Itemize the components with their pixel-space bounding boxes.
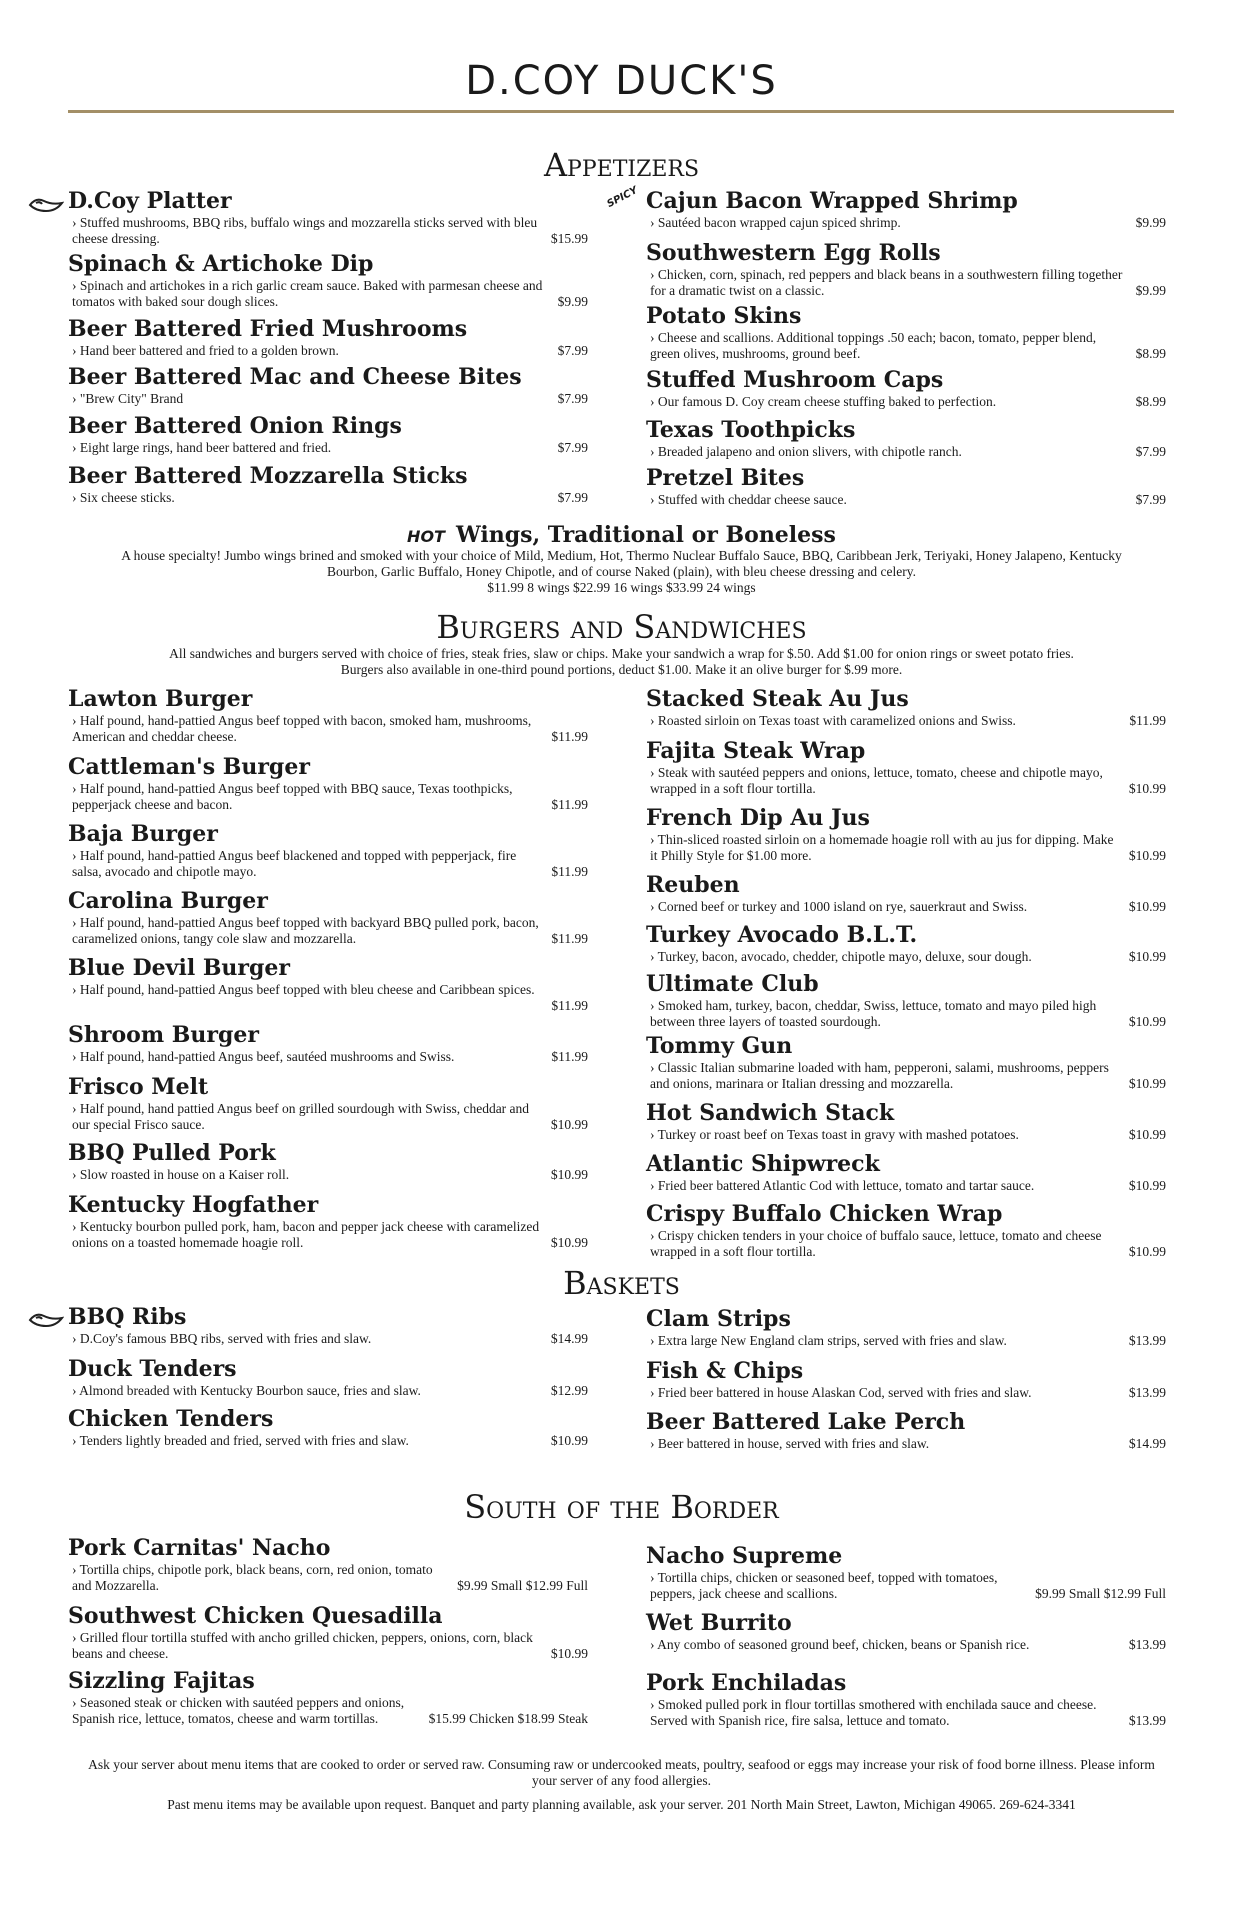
item-name: Beer Battered Onion Rings bbox=[68, 413, 402, 439]
item-price: $11.99 bbox=[551, 729, 588, 744]
menu-item bbox=[68, 1667, 588, 1731]
item-price: $7.99 bbox=[557, 440, 588, 455]
item-price: $14.99 bbox=[1128, 1436, 1166, 1451]
item-description: $9.99 Small $12.99 Full › Tortilla chips, chicken or seasoned beef, topped with tomatoes, peppers, jack cheese and scallions. bbox=[650, 1570, 1166, 1601]
item-description: $13.99 › Fried beer battered in house Alaskan Cod, served with fries and slaw. bbox=[650, 1385, 1166, 1400]
item-price: $12.99 bbox=[550, 1383, 588, 1398]
south-right-column bbox=[646, 1542, 1166, 1731]
baskets-heading: Baskets bbox=[563, 1264, 680, 1302]
duck-icon bbox=[28, 1310, 64, 1330]
item-description: $11.99 › Half pound, hand-pattied Angus beef topped with bleu cheese and Caribbean spices. bbox=[72, 982, 588, 1013]
menu-item bbox=[68, 954, 588, 1021]
wings-title-row bbox=[0, 521, 1243, 549]
item-description: $7.99 › Stuffed with cheddar cheese sauce. bbox=[650, 492, 1166, 507]
item-description: $7.99 › "Brew City" Brand bbox=[72, 391, 588, 406]
item-name: Blue Devil Burger bbox=[68, 955, 290, 981]
menu-item bbox=[646, 804, 1166, 871]
menu-item bbox=[68, 753, 588, 820]
menu-item bbox=[68, 1405, 588, 1455]
item-name: Hot Sandwich Stack bbox=[646, 1100, 895, 1126]
item-name: Shroom Burger bbox=[68, 1022, 259, 1048]
menu-item bbox=[68, 1355, 588, 1405]
item-description: $11.99 › Half pound, hand-pattied Angus beef topped with BBQ sauce, Texas toothpicks, pepperjack cheese and bacon. bbox=[72, 781, 588, 812]
item-name: Duck Tenders bbox=[68, 1356, 237, 1382]
menu-item bbox=[646, 1408, 1166, 1458]
menu-item bbox=[68, 820, 588, 887]
item-description: $15.99 Chicken $18.99 Steak › Seasoned steak or chicken with sautéed peppers and onions, Spanish rice, lettuce, tomatos, cheese and warm tortillas. bbox=[72, 1695, 588, 1726]
item-name: Fish & Chips bbox=[646, 1358, 804, 1384]
menu-item bbox=[646, 302, 1166, 366]
item-description: $10.99 › Turkey or roast beef on Texas toast in gravy with mashed potatoes. bbox=[650, 1127, 1166, 1142]
item-price: $10.99 bbox=[550, 1433, 588, 1448]
south-heading: South of the Border bbox=[464, 1488, 779, 1526]
item-name: Reuben bbox=[646, 872, 740, 898]
duck-icon bbox=[28, 195, 64, 215]
item-description: $11.99 › Half pound, hand-pattied Angus beef blackened and topped with pepperjack, fire salsa, avocado and chipotle mayo. bbox=[72, 848, 588, 879]
item-name: D.Coy Platter bbox=[68, 188, 232, 214]
menu-item bbox=[68, 363, 588, 412]
item-price: $10.99 bbox=[550, 1235, 588, 1250]
item-price: $11.99 bbox=[551, 1049, 588, 1064]
item-price: $7.99 bbox=[557, 343, 588, 358]
item-description: $11.99 › Half pound, hand-pattied Angus beef, sautéed mushrooms and Swiss. bbox=[72, 1049, 588, 1064]
menu-item bbox=[68, 315, 588, 363]
item-price: $10.99 bbox=[1128, 1014, 1166, 1029]
item-name: BBQ Pulled Pork bbox=[68, 1140, 276, 1166]
item-name: Atlantic Shipwreck bbox=[646, 1151, 880, 1177]
menu-item bbox=[646, 239, 1166, 302]
item-price: $8.99 bbox=[1135, 394, 1166, 409]
item-description: $11.99 › Half pound, hand-pattied Angus beef topped with backyard BBQ pulled pork, bacon, caramelized onions, tangy cole slaw and mozzarella. bbox=[72, 915, 588, 946]
item-name: Cajun Bacon Wrapped Shrimp bbox=[646, 188, 1018, 214]
footer-info: Past menu items may be available upon request. Banquet and party planning available, ask your server. 201 North Main Street, Lawton, Michigan 49065. 269-624-3341 bbox=[167, 1797, 1076, 1812]
item-price: $14.99 bbox=[550, 1331, 588, 1346]
menu-item bbox=[68, 1602, 588, 1667]
menu-item bbox=[68, 887, 588, 954]
menu-item bbox=[646, 921, 1166, 970]
item-name: Frisco Melt bbox=[68, 1074, 209, 1100]
item-price: $11.99 bbox=[1129, 713, 1166, 728]
item-name: BBQ Ribs bbox=[68, 1304, 187, 1330]
item-description: $11.99 › Roasted sirloin on Texas toast with caramelized onions and Swiss. bbox=[650, 713, 1166, 728]
menu-item bbox=[68, 1303, 588, 1355]
item-price: $10.99 bbox=[550, 1646, 588, 1661]
item-name: Ultimate Club bbox=[646, 971, 819, 997]
item-description: $10.99 › Kentucky bourbon pulled pork, ham, bacon and pepper jack cheese with caramelized onions on a toasted homemade hoagie roll. bbox=[72, 1219, 588, 1250]
item-description: $10.99 › Tenders lightly breaded and fried, served with fries and slaw. bbox=[72, 1433, 588, 1448]
item-name: French Dip Au Jus bbox=[646, 805, 870, 831]
item-name: Lawton Burger bbox=[68, 686, 253, 712]
item-name: Chicken Tenders bbox=[68, 1406, 274, 1432]
item-description: $10.99 › Half pound, hand pattied Angus beef on grilled sourdough with Swiss, cheddar and our special Frisco sauce. bbox=[72, 1101, 588, 1132]
item-price: $10.99 bbox=[1128, 1244, 1166, 1259]
item-description: $8.99 › Our famous D. Coy cream cheese stuffing baked to perfection. bbox=[650, 394, 1166, 409]
burgers-right-column bbox=[646, 685, 1166, 1262]
menu-item bbox=[646, 970, 1166, 1032]
item-name: Fajita Steak Wrap bbox=[646, 738, 866, 764]
menu-item bbox=[68, 412, 588, 462]
restaurant-title: D.COY DUCK'S bbox=[465, 58, 778, 104]
item-description: $13.99 › Smoked pulled pork in flour tortillas smothered with enchilada sauce and cheese. Served with Spanish rice, fire salsa, lettuce and tomato. bbox=[650, 1697, 1166, 1728]
item-description: $13.99 › Any combo of seasoned ground beef, chicken, beans or Spanish rice. bbox=[650, 1637, 1166, 1652]
item-price: $15.99 Chicken $18.99 Steak bbox=[428, 1711, 588, 1726]
item-description: $10.99 › Classic Italian submarine loaded with ham, pepperoni, salami, mushrooms, peppers and onions, marinara or Italian dressing and mozzarella. bbox=[650, 1060, 1166, 1091]
item-description: $10.99 › Slow roasted in house on a Kaiser roll. bbox=[72, 1167, 588, 1182]
item-description: $10.99 › Turkey, bacon, avocado, chedder, chipotle mayo, deluxe, sour dough. bbox=[650, 949, 1166, 964]
item-description: $8.99 › Cheese and scallions. Additional toppings .50 each; bacon, tomato, pepper blend, green olives, mushrooms, ground beef. bbox=[650, 330, 1166, 361]
item-description: $10.99 › Steak with sautéed peppers and onions, lettuce, tomato, cheese and chipotle mayo, wrapped in a soft flour tortilla. bbox=[650, 765, 1166, 796]
item-price: $9.99 bbox=[1135, 283, 1166, 298]
item-price: $7.99 bbox=[1135, 492, 1166, 507]
item-price: $8.99 bbox=[1135, 346, 1166, 361]
menu-item bbox=[646, 1200, 1166, 1262]
item-price: $11.99 bbox=[551, 998, 588, 1013]
hot-tag: HOT bbox=[407, 527, 445, 546]
burgers-heading: Burgers and Sandwiches bbox=[436, 608, 807, 646]
baskets-left-column bbox=[68, 1303, 588, 1455]
menu-item bbox=[68, 250, 588, 315]
item-description: $10.99 › Corned beef or turkey and 1000 island on rye, sauerkraut and Swiss. bbox=[650, 899, 1166, 914]
item-description: $10.99 › Smoked ham, turkey, bacon, cheddar, Swiss, lettuce, tomato and mayo piled high between three layers of toasted sourdough. bbox=[650, 998, 1166, 1029]
item-price: $11.99 bbox=[551, 931, 588, 946]
menu-item bbox=[646, 1609, 1166, 1669]
item-name: Beer Battered Mozzarella Sticks bbox=[68, 463, 468, 489]
item-description: $9.99 › Spinach and artichokes in a rich garlic cream sauce. Baked with parmesan cheese and tomatos with baked sour dough slices. bbox=[72, 278, 588, 309]
menu-item bbox=[646, 1032, 1166, 1099]
item-price: $10.99 bbox=[550, 1117, 588, 1132]
appetizers-right-column bbox=[646, 187, 1166, 512]
title-divider bbox=[68, 110, 1174, 113]
menu-item bbox=[68, 462, 588, 510]
item-name: Tommy Gun bbox=[646, 1033, 793, 1059]
item-description: $15.99 › Stuffed mushrooms, BBQ ribs, buffalo wings and mozzarella sticks served with bleu cheese dressing. bbox=[72, 215, 588, 246]
item-name: Texas Toothpicks bbox=[646, 417, 856, 443]
item-description: $7.99 › Hand beer battered and fried to a golden brown. bbox=[72, 343, 588, 358]
appetizers-heading: Appetizers bbox=[543, 146, 700, 184]
item-price: $13.99 bbox=[1128, 1713, 1166, 1728]
menu-item bbox=[646, 366, 1166, 416]
item-description: $9.99 › Sautéed bacon wrapped cajun spiced shrimp. bbox=[650, 215, 1166, 230]
menu-item bbox=[646, 1150, 1166, 1200]
item-name: Pork Enchiladas bbox=[646, 1670, 847, 1696]
item-price: $9.99 bbox=[1135, 215, 1166, 230]
item-name: Pork Carnitas' Nacho bbox=[68, 1535, 331, 1561]
item-price: $15.99 bbox=[550, 231, 588, 246]
item-price: $10.99 bbox=[1128, 1127, 1166, 1142]
item-name: Spinach & Artichoke Dip bbox=[68, 251, 374, 277]
item-description: $10.99 › Fried beer battered Atlantic Cod with lettuce, tomato and tartar sauce. bbox=[650, 1178, 1166, 1193]
item-description: $7.99 › Breaded jalapeno and onion slivers, with chipotle ranch. bbox=[650, 444, 1166, 459]
item-price: $13.99 bbox=[1128, 1333, 1166, 1348]
item-description: $12.99 › Almond breaded with Kentucky Bourbon sauce, fries and slaw. bbox=[72, 1383, 588, 1398]
menu-item bbox=[646, 187, 1166, 239]
item-name: Southwest Chicken Quesadilla bbox=[68, 1603, 443, 1629]
menu-item bbox=[646, 685, 1166, 737]
item-price: $10.99 bbox=[1128, 949, 1166, 964]
item-price: $10.99 bbox=[550, 1167, 588, 1182]
menu-item bbox=[646, 464, 1166, 512]
spicy-tag: SPICY bbox=[605, 184, 640, 211]
burgers-intro: Burgers also available in one-third pound portions, deduct $1.00. Make it an olive burger for $.99 more. bbox=[340, 662, 903, 677]
item-price: $10.99 bbox=[1128, 899, 1166, 914]
item-name: Nacho Supreme bbox=[646, 1543, 843, 1569]
menu-item bbox=[68, 1021, 588, 1073]
item-name: Baja Burger bbox=[68, 821, 218, 847]
menu-item bbox=[646, 1099, 1166, 1150]
item-price: $10.99 bbox=[1128, 781, 1166, 796]
item-name: Crispy Buffalo Chicken Wrap bbox=[646, 1201, 1003, 1227]
menu-item bbox=[646, 1305, 1166, 1357]
menu-item bbox=[646, 416, 1166, 464]
menu-item bbox=[68, 1073, 588, 1139]
item-name: Beer Battered Mac and Cheese Bites bbox=[68, 364, 522, 390]
item-name: Stuffed Mushroom Caps bbox=[646, 367, 944, 393]
menu-item bbox=[68, 1139, 588, 1191]
item-price: $10.99 bbox=[1128, 1178, 1166, 1193]
item-description: $14.99 › Beer battered in house, served with fries and slaw. bbox=[650, 1436, 1166, 1451]
item-price: $10.99 bbox=[1128, 848, 1166, 863]
south-left-column bbox=[68, 1534, 588, 1731]
item-name: Stacked Steak Au Jus bbox=[646, 686, 909, 712]
item-price: $13.99 bbox=[1128, 1637, 1166, 1652]
menu-item bbox=[646, 871, 1166, 921]
item-description: $10.99 › Grilled flour tortilla stuffed with ancho grilled chicken, peppers, onions, corn, black beans and cheese. bbox=[72, 1630, 588, 1661]
item-name: Turkey Avocado B.L.T. bbox=[646, 922, 918, 948]
wings-prices: $11.99 8 wings $22.99 16 wings $33.99 24 wings bbox=[487, 580, 756, 595]
item-price: $7.99 bbox=[557, 391, 588, 406]
item-description: $11.99 › Half pound, hand-pattied Angus beef topped with bacon, smoked ham, mushrooms, American and cheddar cheese. bbox=[72, 713, 588, 744]
item-price: $9.99 bbox=[557, 294, 588, 309]
item-description: $10.99 › Thin-sliced roasted sirloin on a homemade hoagie roll with au jus for dipping. Make it Philly Style for $1.00 more. bbox=[650, 832, 1166, 863]
item-name: Beer Battered Fried Mushrooms bbox=[68, 316, 468, 342]
item-description: $10.99 › Crispy chicken tenders in your choice of buffalo sauce, lettuce, tomato and cheese wrapped in a soft flour tortilla. bbox=[650, 1228, 1166, 1259]
item-description: $7.99 › Six cheese sticks. bbox=[72, 490, 588, 505]
burgers-intro: All sandwiches and burgers served with choice of fries, steak fries, slaw or chips. Make your sandwich a wrap for $.50. Add $1.00 for onion rings or sweet potato fries. bbox=[169, 646, 1074, 661]
item-name: Sizzling Fajitas bbox=[68, 1668, 255, 1694]
item-price: $11.99 bbox=[551, 864, 588, 879]
appetizers-left-column bbox=[68, 187, 588, 510]
item-name: Kentucky Hogfather bbox=[68, 1192, 319, 1218]
footer-disclaimer: Ask your server about menu items that are cooked to order or served raw. Consuming raw or undercooked meats, poultry, seafood or eggs may increase your risk of food borne illness. Please inform your server of any food allergies. bbox=[88, 1757, 1155, 1788]
item-name: Wet Burrito bbox=[646, 1610, 792, 1636]
item-description: $14.99 › D.Coy's famous BBQ ribs, served with fries and slaw. bbox=[72, 1331, 588, 1346]
item-name: Clam Strips bbox=[646, 1306, 791, 1332]
item-description: $7.99 › Eight large rings, hand beer battered and fried. bbox=[72, 440, 588, 455]
burgers-left-column bbox=[68, 685, 588, 1253]
item-description: $13.99 › Extra large New England clam strips, served with fries and slaw. bbox=[650, 1333, 1166, 1348]
item-price: $13.99 bbox=[1128, 1385, 1166, 1400]
menu-item bbox=[68, 187, 588, 250]
item-name: Cattleman's Burger bbox=[68, 754, 310, 780]
item-description: $9.99 Small $12.99 Full › Tortilla chips, chipotle pork, black beans, corn, red onion, tomato and Mozzarella. bbox=[72, 1562, 588, 1593]
menu-item bbox=[646, 1357, 1166, 1408]
item-price: $7.99 bbox=[1135, 444, 1166, 459]
item-name: Carolina Burger bbox=[68, 888, 268, 914]
item-price: $9.99 Small $12.99 Full bbox=[457, 1578, 588, 1593]
item-name: Potato Skins bbox=[646, 303, 802, 329]
item-name: Beer Battered Lake Perch bbox=[646, 1409, 966, 1435]
item-price: $7.99 bbox=[557, 490, 588, 505]
menu-item bbox=[68, 685, 588, 753]
item-price: $11.99 bbox=[551, 797, 588, 812]
item-description: $9.99 › Chicken, corn, spinach, red peppers and black beans in a southwestern filling together for a dramatic twist on a classic. bbox=[650, 267, 1166, 298]
wings-description: A house specialty! Jumbo wings brined and smoked with your choice of Mild, Medium, Hot, Thermo Nuclear Buffalo Sauce, BBQ, Caribbean Jerk, Teriyaki, Honey Jalapeno, Kentucky Bourbon, Garlic Buffalo, Honey Chipotle, and of course Naked (plain), with bleu cheese dressing and celery. bbox=[121, 548, 1122, 579]
item-price: $10.99 bbox=[1128, 1076, 1166, 1091]
baskets-right-column bbox=[646, 1305, 1166, 1458]
item-name: Southwestern Egg Rolls bbox=[646, 240, 941, 266]
menu-item bbox=[646, 737, 1166, 804]
menu-item bbox=[68, 1534, 588, 1602]
menu-item bbox=[646, 1542, 1166, 1609]
menu-item bbox=[646, 1669, 1166, 1731]
wings-name: Wings, Traditional or Boneless bbox=[456, 522, 836, 548]
menu-item bbox=[68, 1191, 588, 1253]
item-name: Pretzel Bites bbox=[646, 465, 805, 491]
item-price: $9.99 Small $12.99 Full bbox=[1035, 1586, 1166, 1601]
